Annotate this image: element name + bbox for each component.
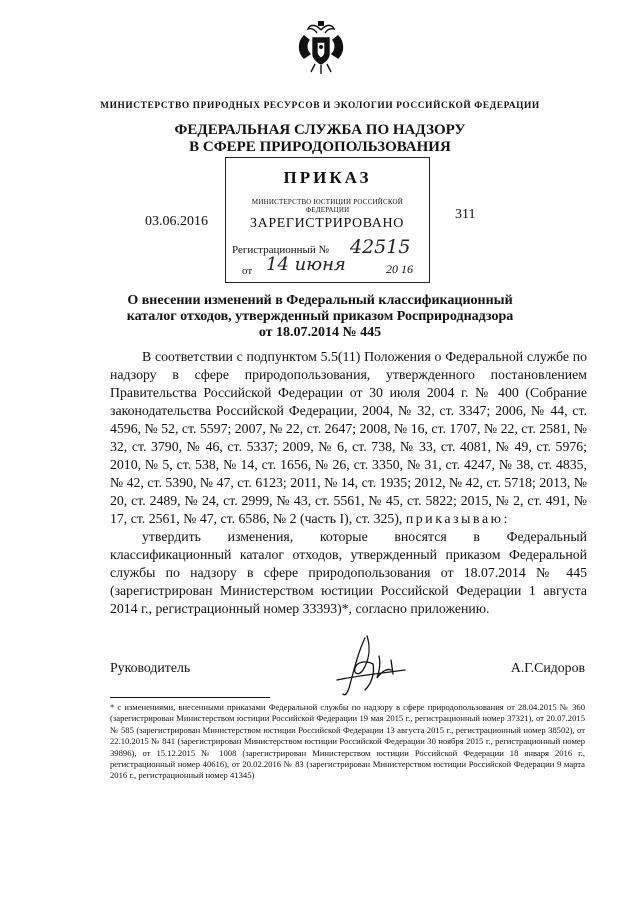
service-name-line1: ФЕДЕРАЛЬНАЯ СЛУЖБА ПО НАДЗОРУ — [174, 122, 466, 138]
coat-of-arms-icon — [296, 20, 346, 76]
stamp-date-value: 14 июня — [266, 254, 346, 275]
ministry-name: МИНИСТЕРСТВО ПРИРОДНЫХ РЕСУРСОВ И ЭКОЛОГИИ РОССИЙСКОЙ ФЕДЕРАЦИИ — [100, 101, 540, 111]
title-line3: от 18.07.2014 № 445 — [258, 325, 382, 340]
stamp-ministry: МИНИСТЕРСТВО ЮСТИЦИИ РОССИЙСКОЙ ФЕДЕРАЦИИ — [251, 198, 404, 214]
signer-name: А.Г.Сидоров — [510, 660, 585, 675]
signer-role: Руководитель — [110, 660, 191, 675]
stamp-registered: ЗАРЕГИСТРИРОВАНО — [250, 216, 404, 231]
paragraph-resolution: утвердить изменения, которые вносятся в Федеральный классификационный каталог отходов, утвержденный приказом Федеральной службы по надзору в сфере природопользования от 18.07.2014 № 445 (зарегистрирован Министерством юстиции Российской Федерации 1 августа 2014 г., регистрационный номер 33393)*, согласно приложению. — [110, 529, 587, 616]
stamp-date-label: от — [242, 265, 253, 277]
stamp-regnum-value: 42515 — [350, 236, 411, 258]
registration-stamp — [225, 157, 430, 283]
order-number: 311 — [455, 207, 476, 222]
title-line1: О внесении изменений в Федеральный классификационный — [127, 293, 513, 308]
order-word: приказываю: — [405, 511, 511, 526]
stamp-year: 20 16 — [386, 262, 413, 276]
document-title — [110, 293, 530, 341]
preamble-text: В соответствии с подпунктом 5.5(11) Положения о Федеральной службе по надзору в сфере природопользования, утвержденного постановлением Правительства Российской Федерации от 30 июля 2004 г. № 400 (Собрание законодательства Российской Федерации, 2004, № 32, ст. 3347; 2006, № 44, ст. 4596, № 52, ст. 5597; 2007, № 22, ст. 2647; 2008, № 16, ст. 1707, № 22, ст. 2581, № 32, ст. 3790, № 46, ст. 5337; 2009, № 6, ст. 738, № 33, ст. 4081, № 49, ст. 5976; 2010, № 5, ст. 538, № 14, ст. 1656, № 26, ст. 3350, № 31, ст. 4247, № 38, ст. 4835, № 42, ст. 5390, № 47, ст. 6123; 2011, № 14, ст. 1935; 2012, № 42, ст. 5718; 2013, № 20, ст. 2489, № 24, ст. 2999, № 43, ст. 5561, № 45, ст. 5822; 2015, № 2, ст. 491, № 17, ст. 2561, № 47, ст. 6586, № 2 (часть I), ст. 325), — [110, 349, 587, 526]
order-date: 03.06.2016 — [145, 214, 208, 229]
footnote: * с изменениями, внесенными приказами Федеральной службы по надзору в сфере природопользования от 28.04.2015 № 360 (зарегистрирован Министерством юстиции Российской Федерации 19 мая 2015 г., регистрационный номер 37321), от 20.07.2015 № 585 (зарегистрирован Министерством юстиции Российской Федерации 13 августа 2015 г., регистрационный номер 38502), от 22.10.2015 № 841 (зарегистрирован Министерством юстиции Российской Федерации 30 ноября 2015 г., регистрационный номер 39896), от 15.12.2015 № 1008 (зарегистрирован Министерством юстиции Российской Федерации 18 января 2016 г., регистрационный номер 40616), от 20.02.2016 № 83 (зарегистрирован Министерством юстиции Российской Федерации 9 марта 2016 г., регистрационный номер 41345) — [110, 702, 585, 781]
document-body — [110, 348, 587, 618]
paragraph-preamble — [110, 348, 587, 528]
title-line2: каталог отходов, утвержденный приказом Росприроднадзора — [126, 309, 514, 324]
signature-icon — [335, 630, 415, 700]
footnote-divider — [110, 697, 270, 698]
stamp-regnum-label: Регистрационный № — [232, 244, 330, 256]
service-name-line2: В СФЕРЕ ПРИРОДОПОЛЬЗОВАНИЯ — [189, 139, 451, 155]
order-heading: ПРИКАЗ — [283, 168, 372, 187]
